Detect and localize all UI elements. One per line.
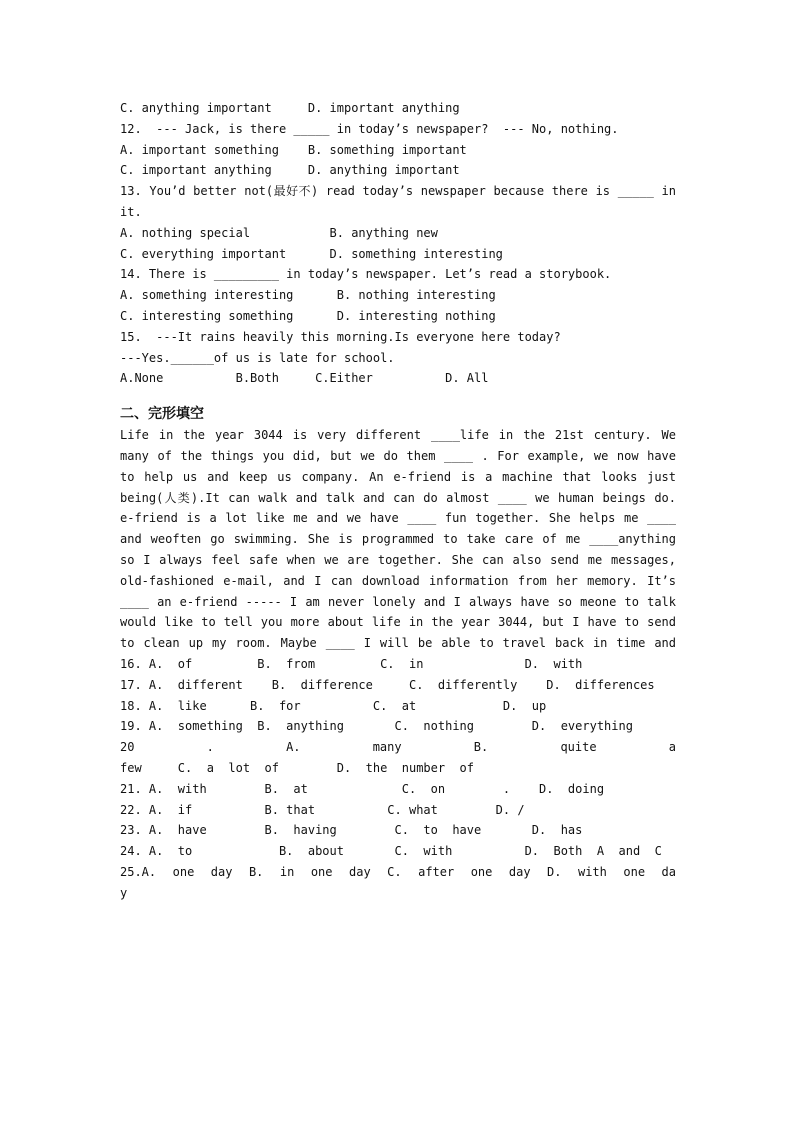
- option-line: 18. A. like B. for C. at D. up: [120, 698, 547, 713]
- passage-line: and weoften go swimming. She is programmed to take care of me ____anything: [120, 532, 676, 547]
- question-line: 14. There is _________ in today’s newspaper. Let’s read a storybook.: [120, 267, 612, 282]
- question-line: it.: [120, 204, 142, 219]
- cloze-passage: [120, 425, 676, 654]
- passage-line: old-fashioned e-mail, and I can download information from her memory. It’s: [120, 573, 676, 588]
- cloze-options: [120, 654, 676, 904]
- question-line: A.None B.Both C.Either D. All: [120, 371, 489, 386]
- section-title: 二、完形填空: [120, 406, 204, 423]
- passage-line: to help us and keep us company. An e-friend is a machine that looks just: [120, 469, 676, 484]
- question-line: 15. ---It rains heavily this morning.Is everyone here today?: [120, 329, 561, 344]
- option-line: y: [120, 885, 128, 900]
- question-line: A. nothing special B. anything new: [120, 225, 438, 240]
- option-line: 19. A. something B. anything C. nothing D. everything: [120, 719, 633, 734]
- option-line: 23. A. have B. having C. to have D. has: [120, 823, 583, 838]
- passage-line: to clean up my room. Maybe ____ I will be able to travel back in time and: [120, 636, 676, 651]
- passage-line: many of the things you did, but we do them ____ . For example, we now have: [120, 448, 676, 463]
- multiple-choice-block: [120, 98, 676, 389]
- option-line: 17. A. different B. difference C. differently D. differences: [120, 677, 655, 692]
- passage-line: being(人类).It can walk and talk and can do almost ____ we human beings do.: [120, 490, 676, 505]
- question-line: 13. You’d better not(最好不) read today’s newspaper because there is _____ in: [120, 184, 676, 199]
- option-line: 20 . A. many B. quite a: [120, 740, 676, 755]
- question-line: C. everything important D. something interesting: [120, 246, 503, 261]
- option-line: 25.A. one day B. in one day C. after one day D. with one da: [120, 864, 676, 879]
- option-line: 16. A. of B. from C. in D. with: [120, 656, 583, 671]
- passage-line: Life in the year 3044 is very different ____life in the 21st century. We: [120, 428, 676, 443]
- question-line: C. anything important D. important anything: [120, 101, 460, 115]
- passage-line: would like to tell you more about life in the year 3044, but I have to send: [120, 615, 676, 630]
- worksheet-page: [120, 98, 676, 903]
- question-line: A. something interesting B. nothing interesting: [120, 288, 496, 303]
- passage-line: so I always feel safe when we are together. She can also send me messages,: [120, 552, 676, 567]
- option-line: 24. A. to B. about C. with D. Both A and C: [120, 844, 662, 859]
- question-line: A. important something B. something important: [120, 142, 467, 157]
- question-line: ---Yes.______of us is late for school.: [120, 350, 395, 365]
- question-line: C. interesting something D. interesting nothing: [120, 308, 496, 323]
- question-line: 12. --- Jack, is there _____ in today’s newspaper? --- No, nothing.: [120, 121, 619, 136]
- passage-line: ____ an e-friend ----- I am never lonely and I always have so meone to talk: [120, 594, 676, 609]
- passage-line: e-friend is a lot like me and we have ____ fun together. She helps me ____: [120, 511, 676, 526]
- option-line: 22. A. if B. that C. what D. /: [120, 802, 525, 817]
- question-line: C. important anything D. anything important: [120, 163, 460, 178]
- option-line: few C. a lot of D. the number of: [120, 760, 475, 775]
- option-line: 21. A. with B. at C. on . D. doing: [120, 781, 605, 796]
